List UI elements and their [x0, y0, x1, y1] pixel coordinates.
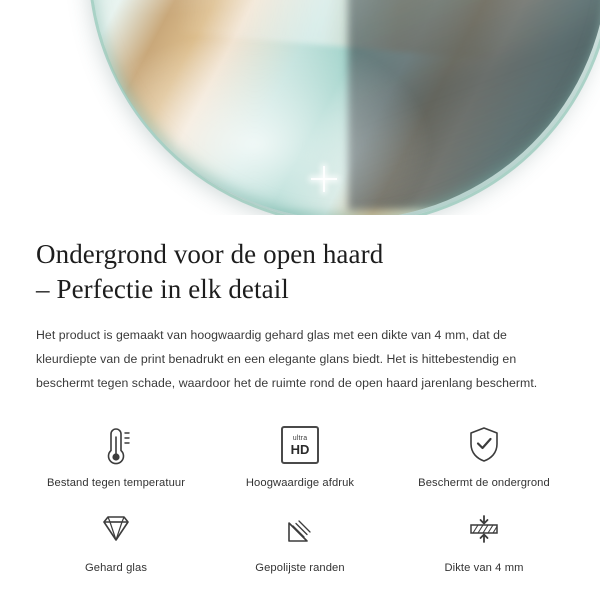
thickness-arrows-icon [462, 507, 506, 553]
description-paragraph: Het product is gemaakt van hoogwaardig gehard glas met een dikte van 4 mm, dat de kleurdiepte van de print benadrukt en een elegante glans biedt. Het is hittebestendig en beschermt tegen schade, waardoor het de ruimte rond de open haard jarenlang beschermt. [36, 328, 538, 391]
thermometer-icon [96, 422, 136, 468]
page-title [36, 237, 556, 306]
hero-image [0, 0, 600, 215]
ultra-hd-badge-top: ultra [292, 434, 308, 442]
feature-label: Gehard glas [84, 562, 148, 574]
feature-label: Beschermt de ondergrond [418, 477, 550, 489]
diamond-icon [95, 507, 137, 553]
ultra-hd-badge-bottom: HD [290, 441, 310, 457]
feature-label: Gepolijste randen [255, 562, 345, 574]
feature-temperature [24, 422, 208, 489]
shield-check-icon [464, 422, 504, 468]
page-title-line-2: – Perfectie in elk detail [36, 273, 289, 304]
ultra-hd-icon [281, 422, 319, 468]
feature-label: Hoogwaardige afdruk [245, 477, 355, 489]
feature-polished-edges [208, 507, 392, 574]
marble-highlight-white [109, 0, 473, 210]
feature-label: Bestand tegen temperatuur [46, 477, 186, 489]
text-content [0, 215, 600, 396]
feature-label: Dikte van 4 mm [444, 562, 524, 574]
page-title-line-1: Ondergrond voor de open haard [36, 239, 384, 269]
feature-print-quality [208, 422, 392, 489]
feature-surface-protection [392, 422, 576, 489]
feature-thickness [392, 507, 576, 574]
polished-edges-icon [279, 507, 321, 553]
feature-grid [0, 422, 600, 574]
feature-tempered-glass [24, 507, 208, 574]
glass-disc-image [88, 0, 600, 215]
